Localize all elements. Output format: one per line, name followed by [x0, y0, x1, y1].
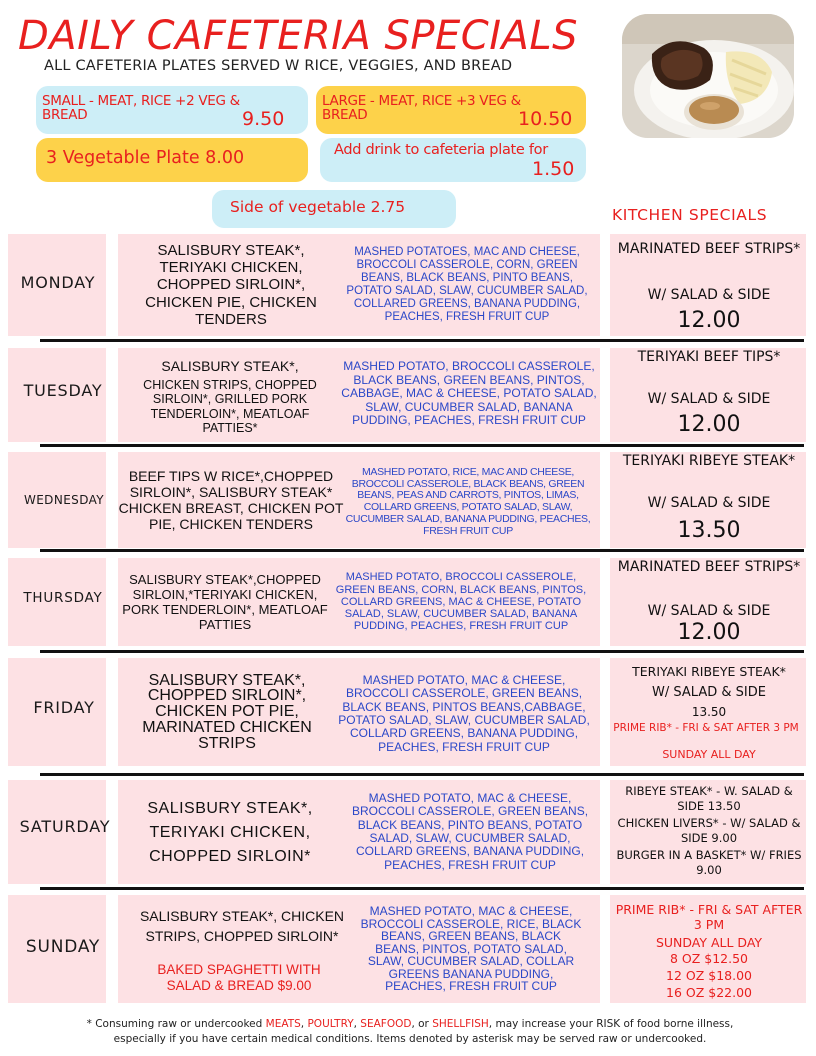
day-label-tuesday: TUESDAY	[23, 380, 103, 400]
friday-kitchen-note2: SUNDAY ALL DAY	[662, 748, 756, 761]
saturday-kitchen-2: CHICKEN LIVERS* - W/ SALAD & SIDE 9.00	[617, 816, 801, 845]
saturday-kitchen-1: RIBEYE STEAK* - W. SALAD & SIDE 13.50	[625, 784, 793, 813]
footnote-poultry: POULTRY	[307, 1018, 354, 1030]
friday-kitchen-with: W/ SALAD & SIDE	[652, 685, 766, 700]
side-veg-pill	[212, 190, 456, 228]
day-label-friday: FRIDAY	[33, 697, 95, 717]
large-plate-pill	[316, 86, 586, 134]
divider-tuesday	[40, 444, 804, 447]
friday-veggies: MASHED POTATO, MAC & CHEESE, BROCCOLI CASSEROLE, GREEN BEANS, BLACK BEANS, PINTOS BEANS,CABBAGE, POTATO SALAD, SLAW, CUCUMBER SALAD, COLLARD GREENS, BANANA PUDDING, PEACHES, FRESH FRUIT CUP	[338, 672, 590, 754]
monday-meats: SALISBURY STEAK*, TERIYAKI CHICKEN, CHOPPED SIRLOIN*, CHICKEN PIE, CHICKEN TENDERS	[145, 241, 317, 328]
sunday-kitchen-1: PRIME RIB* - FRI & SAT AFTER 3 PM	[615, 902, 803, 932]
thursday-kitchen-item: MARINATED BEEF STRIPS*	[617, 559, 801, 575]
saturday-meats: SALISBURY STEAK*, TERIYAKI CHICKEN, CHOPPED SIRLOIN*	[147, 800, 313, 865]
saturday-kitchen-3: BURGER IN A BASKET* W/ FRIES 9.00	[616, 848, 802, 877]
wednesday-kitchen-item: TERIYAKI RIBEYE STEAK*	[622, 453, 796, 469]
drink-pill	[320, 138, 586, 182]
footnote-sep3: , or	[411, 1018, 433, 1030]
thursday-kitchen-price: 12.00	[677, 620, 741, 645]
veg-plate-pill	[36, 138, 308, 182]
tuesday-meats-1: SALISBURY STEAK*,	[161, 358, 299, 374]
tuesday-veggies: MASHED POTATO, BROCCOLI CASSEROLE, BLACK BEANS, GREEN BEANS, PINTOS, CABBAGE, MAC & CHEESE, POTATO SALAD, SLAW, CUCUMBER SALAD, BANANA PUDDING, PEACHES, FRESH FRUIT CUP	[341, 359, 597, 428]
small-plate-price: 9.50	[242, 108, 285, 130]
thursday-kitchen-with: W/ SALAD & SIDE	[647, 603, 771, 619]
day-label-saturday: SATURDAY	[19, 816, 111, 836]
footnote-part1: * Consuming raw or undercooked	[86, 1018, 266, 1030]
kitchen-specials-heading: KITCHEN SPECIALS	[612, 206, 768, 224]
friday-kitchen-note: PRIME RIB* - FRI & SAT AFTER 3 PM	[613, 722, 799, 734]
sunday-special: BAKED SPAGHETTI WITH SALAD & BREAD $9.00	[157, 962, 321, 993]
tuesday-kitchen-price: 12.00	[677, 412, 741, 437]
day-label-wednesday: WEDNESDAY	[23, 493, 105, 507]
drink-price: 1.50	[532, 158, 575, 180]
allergy-footnote	[60, 1017, 760, 1047]
large-plate-label: LARGE - MEAT, RICE +3 VEG & BREAD	[322, 93, 521, 123]
divider-wednesday	[40, 549, 804, 552]
day-label-monday: MONDAY	[20, 272, 96, 292]
tuesday-meats-2: CHICKEN STRIPS, CHOPPED SIRLOIN*, GRILLED PORK TENDERLOIN*, MEATLOAF PATTIES*	[143, 378, 317, 436]
footnote-part2: , may increase your RISK of food borne illness, especially if you have certain medical conditions. Items denoted by asterisk may be served raw or undercooked.	[113, 1018, 734, 1045]
monday-veggies: MASHED POTATOES, MAC AND CHEESE, BROCCOLI CASSEROLE, CORN, GREEN BEANS, BLACK BEANS, PINTO BEANS, POTATO SALAD, SLAW, CUCUMBER SALAD, COLLARED GREENS, BANANA PUDDING, PEACHES, FRESH FRUIT CUP	[346, 246, 588, 323]
steak-plate-photo	[622, 14, 794, 138]
footnote-sep2: ,	[353, 1018, 361, 1030]
tuesday-kitchen-item: TERIYAKI BEEF TIPS*	[637, 349, 781, 365]
sunday-kitchen-2: SUNDAY ALL DAY	[655, 935, 763, 950]
thursday-meats: SALISBURY STEAK*,CHOPPED SIRLOIN,*TERIYAKI CHICKEN, PORK TENDERLOIN*, MEATLOAF PATTIES	[122, 572, 328, 632]
side-veg-label: Side of vegetable 2.75	[230, 198, 406, 216]
monday-kitchen-item: MARINATED BEEF STRIPS*	[617, 241, 801, 257]
sunday-kitchen-3: 8 OZ $12.50	[669, 951, 749, 966]
footnote-shellfish: SHELLFISH	[432, 1018, 489, 1030]
monday-kitchen-with: W/ SALAD & SIDE	[647, 287, 771, 303]
drink-label: Add drink to cafeteria plate for	[334, 142, 548, 158]
footnote-seafood: SEAFOOD	[360, 1018, 412, 1030]
wednesday-kitchen-price: 13.50	[677, 518, 741, 543]
friday-kitchen-price: 13.50	[691, 705, 727, 719]
small-plate-label: SMALL - MEAT, RICE +2 VEG & BREAD	[42, 93, 240, 123]
monday-kitchen-price: 12.00	[677, 308, 741, 333]
wednesday-kitchen-with: W/ SALAD & SIDE	[647, 495, 771, 511]
wednesday-veggies: MASHED POTATO, RICE, MAC AND CHEESE, BROCCOLI CASSEROLE, BLACK BEANS, GREEN BEANS, PEAS AND CARROTS, PINTOS, LIMAS, COLLARD GREENS, POTATO SALAD, SLAW, CUCUMBER SALAD, BANANA PUDDING, PEACHES, FRESH FRUIT CUP	[345, 465, 591, 537]
saturday-veggies: MASHED POTATO, MAC & CHEESE, BROCCOLI CASSEROLE, GREEN BEANS, BLACK BEANS, PINTO BEANS, POTATO SALAD, SLAW, CUCUMBER SALAD, COLLARD GREENS, BANANA PUDDING, PEACHES, FRESH FRUIT CUP	[351, 790, 589, 872]
sunday-kitchen-4: 12 OZ $18.00	[666, 968, 752, 983]
footnote-meats: MEATS	[265, 1018, 301, 1030]
divider-thursday	[40, 650, 804, 653]
sunday-veggies: MASHED POTATO, MAC & CHEESE, BROCCOLI CASSEROLE, RICE, BLACK BEANS, GREEN BEANS, BLACK BEANS, PINTOS, POTATO SALAD, SLAW, CUCUMBER SALAD, COLLAR GREENS BANANA PUDDING, PEACHES, FRESH FRUIT CUP	[360, 903, 582, 994]
divider-monday	[40, 339, 804, 342]
small-plate-pill	[36, 86, 308, 134]
footnote-sep1: ,	[300, 1018, 308, 1030]
day-label-sunday: SUNDAY	[25, 937, 101, 957]
thursday-veggies: MASHED POTATO, BROCCOLI CASSEROLE, GREEN BEANS, CORN, BLACK BEANS, PINTOS, COLLARD GREENS, MAC & CHEESE, POTATO SALAD, SLAW, CUCUMBER SALAD, BANANA PUDDING, PEACHES, FRESH FRUIT CUP	[335, 571, 587, 633]
wednesday-meats: BEEF TIPS W RICE*,CHOPPED SIRLOIN*, SALISBURY STEAK* CHICKEN BREAST, CHICKEN POT PIE, CHICKEN TENDERS	[118, 467, 344, 533]
page-subtitle: ALL CAFETERIA PLATES SERVED W RICE, VEGGIES, AND BREAD	[44, 58, 513, 74]
divider-friday	[40, 773, 804, 776]
large-plate-price: 10.50	[518, 108, 573, 130]
tuesday-kitchen-with: W/ SALAD & SIDE	[647, 391, 771, 407]
sunday-meats: SALISBURY STEAK*, CHICKEN STRIPS, CHOPPED SIRLOIN*	[139, 908, 345, 945]
friday-meats: SALISBURY STEAK*, CHOPPED SIRLOIN*, CHICKEN POT PIE, MARINATED CHICKEN STRIPS	[142, 671, 312, 752]
veg-plate-label: 3 Vegetable Plate 8.00	[46, 148, 245, 168]
page-title: DAILY CAFETERIA SPECIALS	[18, 13, 579, 59]
day-label-thursday: THURSDAY	[23, 590, 103, 606]
friday-kitchen-item: TERIYAKI RIBEYE STEAK*	[632, 664, 786, 679]
sunday-kitchen-5: 16 OZ $22.00	[666, 985, 752, 1000]
divider-saturday	[40, 887, 804, 890]
